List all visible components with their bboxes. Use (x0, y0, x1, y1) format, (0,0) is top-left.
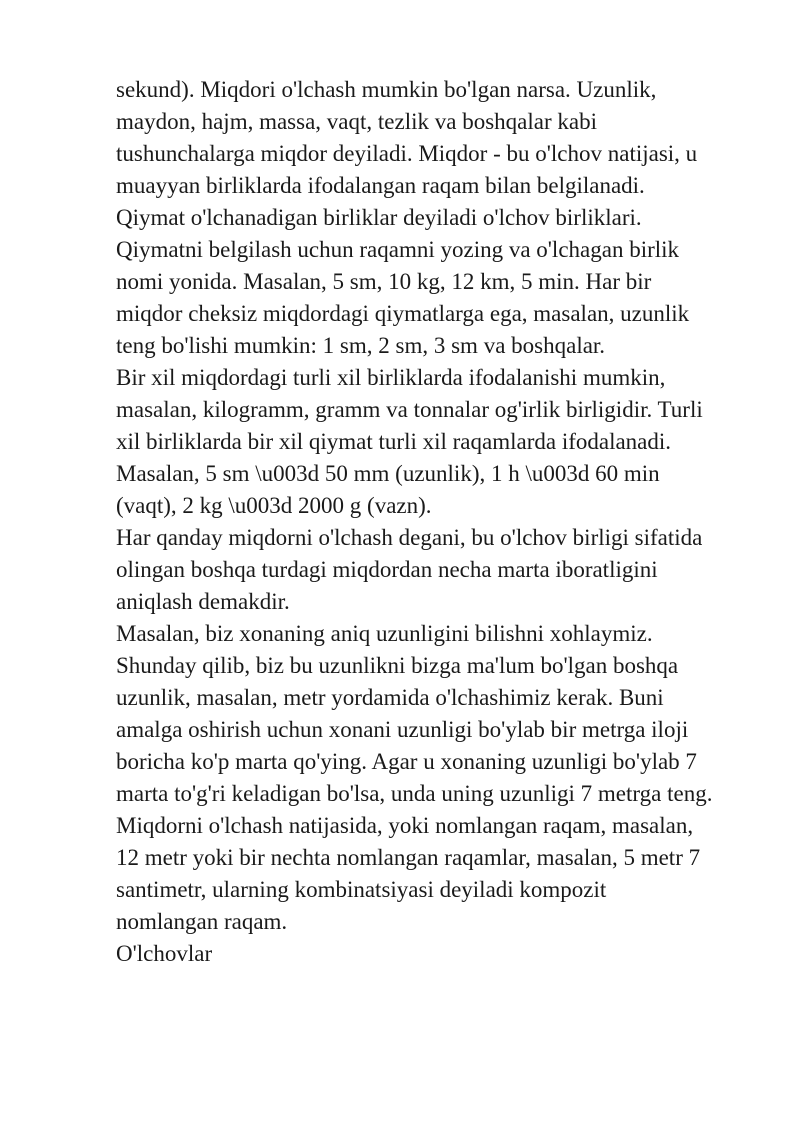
text-line: Shunday qilib, biz bu uzunlikni bizga ma'lum bo'lgan boshqa (116, 653, 679, 678)
text-line: Miqdorni o'lchash natijasida, yoki nomlangan raqam, masalan, (116, 813, 694, 838)
text-line: sekund). Miqdori o'lchash mumkin bo'lgan narsa. Uzunlik, (116, 77, 657, 102)
text-line: marta to'g'ri keladigan bo'lsa, unda uning uzunligi 7 metrga teng. (116, 781, 713, 806)
text-line: Bir xil miqdordagi turli xil birliklarda ifodalanishi mumkin, (116, 365, 666, 390)
text-line: muayyan birliklarda ifodalangan raqam bilan belgilanadi. (116, 173, 645, 198)
text-line: teng bo'lishi mumkin: 1 sm, 2 sm, 3 sm va boshqalar. (116, 333, 606, 358)
text-line: maydon, hajm, massa, vaqt, tezlik va boshqalar kabi (116, 109, 597, 134)
text-line: Masalan, biz xonaning aniq uzunligini bilishni xohlaymiz. (116, 621, 653, 646)
text-line: masalan, kilogramm, gramm va tonnalar og'irlik birligidir. Turli (116, 397, 703, 422)
text-line: Masalan, 5 sm \u003d 50 mm (uzunlik), 1 h \u003d 60 min (116, 461, 660, 486)
text-line: aniqlash demakdir. (116, 589, 290, 614)
text-line: Qiymatni belgilash uchun raqamni yozing va o'lchagan birlik (116, 237, 680, 262)
text-line: xil birliklarda bir xil qiymat turli xil raqamlarda ifodalanadi. (116, 429, 672, 454)
text-line: boricha ko'p marta qo'ying. Agar u xonaning uzunligi bo'ylab 7 (116, 749, 697, 774)
text-line: olingan boshqa turdagi miqdordan necha marta iboratligini (116, 557, 658, 582)
text-line: Qiymat o'lchanadigan birliklar deyiladi o'lchov birliklari. (116, 205, 642, 230)
text-line: tushunchalarga miqdor deyiladi. Miqdor - bu o'lchov natijasi, u (116, 141, 698, 166)
text-line: (vaqt), 2 kg \u003d 2000 g (vazn). (116, 493, 432, 518)
text-line: nomi yonida. Masalan, 5 sm, 10 kg, 12 km, 5 min. Har bir (116, 269, 652, 294)
text-line: santimetr, ularning kombinatsiyasi deyiladi kompozit (116, 877, 607, 902)
text-line: uzunlik, masalan, metr yordamida o'lchashimiz kerak. Buni (116, 685, 664, 710)
body-text (116, 74, 766, 970)
text-line: Har qanday miqdorni o'lchash degani, bu o'lchov birligi sifatida (116, 525, 703, 550)
text-line: amalga oshirish uchun xonani uzunligi bo'ylab bir metrga iloji (116, 717, 689, 742)
text-line: O'lchovlar (116, 941, 213, 966)
text-line: nomlangan raqam. (116, 909, 288, 934)
text-line: miqdor cheksiz miqdordagi qiymatlarga ega, masalan, uzunlik (116, 301, 690, 326)
text-line: 12 metr yoki bir nechta nomlangan raqamlar, masalan, 5 metr 7 (116, 845, 701, 870)
